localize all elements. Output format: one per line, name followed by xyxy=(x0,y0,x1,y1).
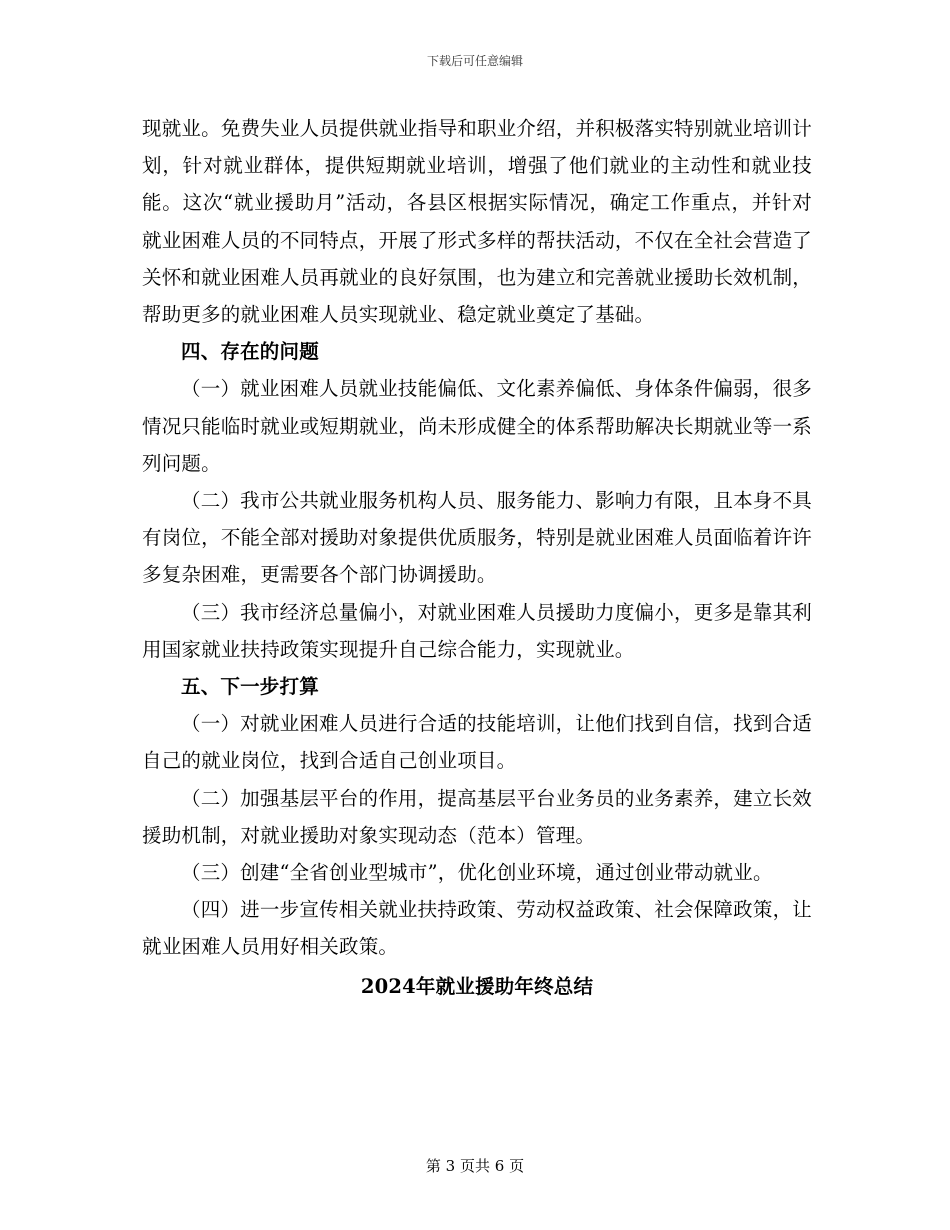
problem-item: （三）我市经济总量偏小，对就业困难人员援助力度偏小，更多是靠其利用国家就业扶持政策实现提升自己综合能力，实现就业。 xyxy=(142,600,812,661)
plan-item: （三）创建“全省创业型城市”，优化创业环境，通过创业带动就业。 xyxy=(181,861,773,885)
page-header: 下载后可任意编辑 xyxy=(426,54,523,68)
plan-item: （二）加强基层平台的作用，提高基层平台业务员的业务素养，建立长效援助机制，对就业援助对象实现动态（范本）管理。 xyxy=(142,786,812,847)
page-number: 第 3 页共 6 页 xyxy=(425,1157,525,1175)
paragraph-intro: 现就业。免费失业人员提供就业指导和职业介绍，并积极落实特别就业培训计划，针对就业群体，提供短期就业培训，增强了他们就业的主动性和就业技能。这次“就业援助月”活动，各县区根据实际情况，确定工作重点，并针对就业困难人员的不同特点，开展了形式多样的帮扶活动，不仅在全社会营造了关怀和就业困难人员再就业的良好氛围，也为建立和完善就业援助长效机制，帮助更多的就业困难人员实现就业、稳定就业奠定了基础。 xyxy=(142,117,812,327)
plan-item: （一）对就业困难人员进行合适的技能培训，让他们找到自信，找到合适自己的就业岗位，找到合适自己创业项目。 xyxy=(142,712,812,773)
plan-item: （四）进一步宣传相关就业扶持政策、劳动权益政策、社会保障政策，让就业困难人员用好相关政策。 xyxy=(142,898,812,959)
section-heading-next-steps: 五、下一步打算 xyxy=(181,675,319,699)
document-title: 2024年就业援助年终总结 xyxy=(360,974,594,998)
section-heading-problems: 四、存在的问题 xyxy=(181,340,319,364)
problem-item: （一）就业困难人员就业技能偏低、文化素养偏低、身体条件偏弱，很多情况只能临时就业或短期就业，尚未形成健全的体系帮助解决长期就业等一系列问题。 xyxy=(142,377,812,475)
problem-item: （二）我市公共就业服务机构人员、服务能力、影响力有限，且本身不具有岗位，不能全部对援助对象提供优质服务，特别是就业困难人员面临着许许多复杂困难，更需要各个部门协调援助。 xyxy=(142,489,812,587)
document-body xyxy=(142,110,812,1005)
